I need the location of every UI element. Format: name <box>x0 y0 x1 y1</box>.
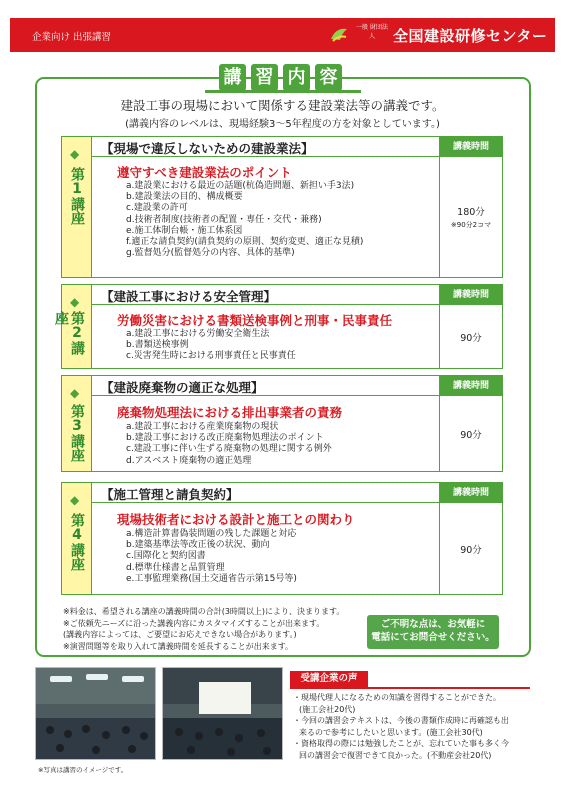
time-value: 90分 <box>460 429 482 441</box>
contact-line: 電話にてお問合せください。 <box>371 632 495 643</box>
course-4 <box>61 482 503 595</box>
title-underline <box>205 90 361 93</box>
voices-list <box>293 692 533 761</box>
list-item: ・資格取得の際には勉強したことが、忘れていた事も多く今 <box>293 739 509 748</box>
list-item: ・今回の講習会テキストは、今後の書類作成時に再確認も出 <box>293 716 509 725</box>
list-item: 来るので参考にしたいと思います。(施工会社30代) <box>299 727 483 737</box>
contact-line: ご不明な点は、お気軽に <box>380 619 486 630</box>
course-2 <box>53 284 503 369</box>
intro-text: 建設工事の現場において関係する建設業法等の講義です。 <box>120 98 445 113</box>
title-char: 習 <box>251 64 278 91</box>
list-item: e.施工体制台帳・施工体系図 <box>126 225 243 236</box>
course-heading-row <box>92 285 439 305</box>
course-heading-row <box>92 483 439 503</box>
course-heading: 【建設工事における安全管理】 <box>101 289 277 304</box>
course-number-tab <box>62 137 92 277</box>
title-char: 内 <box>283 64 310 91</box>
note-line: ※演習問題等を取り入れて講義時間を延長することが出来ます。 <box>63 641 294 651</box>
diamond-icon: ◆ <box>70 295 80 309</box>
course-subject: 廃棄物処理法における排出事業者の責務 <box>117 405 343 420</box>
time-value: 90分 <box>460 544 482 556</box>
course-time <box>439 157 502 277</box>
course-subject: 遵守すべき建設業法のポイント <box>117 165 292 180</box>
list-item: b.建設工事における改正廃棄物処理法のポイント <box>126 433 324 444</box>
voices-underline <box>290 687 530 689</box>
list-item: c.国際化と契約図書 <box>126 551 206 562</box>
course-number: 第1講座 <box>69 167 85 225</box>
list-item: a.構造計算書偽装問題の残した課題と対応 <box>126 529 297 539</box>
list-item: f.適正な請負契約(請負契約の原則、契約変更、適正な見積) <box>126 237 364 248</box>
list-item: a.建設工事における産業廃棄物の現状 <box>126 422 279 432</box>
course-heading-row <box>92 137 439 157</box>
org-name: 全国建設研修センター <box>393 27 548 45</box>
list-item: ・現場代理人になるための知識を習得することができた。 <box>293 693 501 702</box>
org-type: 一般 財団法人 <box>356 24 388 40</box>
course-number-tab <box>53 285 92 368</box>
course-heading-row <box>92 376 439 396</box>
header-bar <box>10 18 555 52</box>
intro-subtext: (講義内容のレベルは、現場経験3～5年程度の方を対象としています。) <box>125 119 440 130</box>
list-item: b.建設業法の目的、構成概要 <box>126 192 243 203</box>
course-items <box>126 181 363 259</box>
page-title <box>219 64 342 92</box>
course-time <box>439 396 502 471</box>
list-item: 回の講習会で復習できて良かった。(不動産会社20代) <box>299 750 492 760</box>
list-item: d.技術者制度(技術者の配置・専任・交代・兼務) <box>126 214 322 225</box>
photo-caption: ※写真は講習のイメージです。 <box>38 766 128 774</box>
course-heading: 【建設廃棄物の適正な処理】 <box>101 380 264 395</box>
list-item: b.書類送検事例 <box>126 340 189 351</box>
list-item: g.監督処分(監督処分の内容、具体的基準) <box>126 248 295 259</box>
contact-box <box>367 615 499 649</box>
time-header: 講義時間 <box>439 483 502 503</box>
course-items <box>126 529 297 585</box>
notes <box>63 606 344 652</box>
list-item: a.建設工事における労働安全衛生法 <box>126 329 270 339</box>
list-item: d.標準仕様書と品質管理 <box>126 562 225 573</box>
diamond-icon: ◆ <box>70 386 80 400</box>
jctc-logo-icon <box>328 23 350 45</box>
title-char: 容 <box>315 64 342 91</box>
course-subject: 労働災害における書類送検事例と刑事・民事責任 <box>117 313 393 328</box>
lecture-photo-2 <box>162 667 283 760</box>
list-item: e.工事監理業務(国土交通省告示第15号等) <box>126 573 297 584</box>
lecture-photo-1 <box>35 667 156 760</box>
note-line: (講義内容によっては、ご要望にお応えできない場合があります。) <box>63 630 297 639</box>
course-time <box>439 305 502 368</box>
note-line: ※ご依頼先ニーズに沿った講義内容にカスタマイズすることが出来ます。 <box>63 618 325 628</box>
course-number-tab <box>62 376 92 471</box>
header-left-label: 企業向け 出張講習 <box>32 32 112 43</box>
time-header: 講義時間 <box>439 285 502 305</box>
course-items <box>126 329 296 363</box>
voices-tag: 受講企業の声 <box>290 671 368 687</box>
course-heading: 【現場で違反しないための建設業法】 <box>101 141 314 156</box>
title-char: 講 <box>219 64 246 91</box>
list-item: b.建築基準法等改正後の状況、動向 <box>126 540 270 551</box>
diamond-icon: ◆ <box>70 147 80 161</box>
diamond-icon: ◆ <box>70 493 80 507</box>
time-header: 講義時間 <box>439 376 502 396</box>
list-item: c.災害発生時における刑事責任と民事責任 <box>126 351 296 362</box>
time-note: ※90分2コマ <box>450 221 492 229</box>
list-item: a.建設業における最近の話題(杭偽造問題、新担い手3法) <box>126 181 355 191</box>
course-subject: 現場技術者における設計と施工との関わり <box>117 512 355 527</box>
time-value: 90分 <box>460 332 482 344</box>
note-line: ※料金は、希望される講座の講義時間の合計(3時間以上)により、決まります。 <box>63 607 345 616</box>
course-number-tab <box>62 483 92 594</box>
list-item: d.アスベスト廃棄物の適正処理 <box>126 455 252 466</box>
course-1 <box>61 136 503 278</box>
course-number: 第2講座 <box>53 311 85 355</box>
course-3 <box>61 375 503 472</box>
course-time <box>439 503 502 594</box>
list-item: (施工会社20代) <box>299 704 356 714</box>
course-number: 第3講座 <box>69 404 85 462</box>
time-value: 180分 <box>457 207 485 218</box>
course-number: 第4講座 <box>69 513 85 571</box>
course-items <box>126 422 332 467</box>
time-header: 講義時間 <box>439 137 502 157</box>
course-heading: 【施工管理と請負契約】 <box>101 487 239 502</box>
list-item: c.建設業の許可 <box>126 203 188 214</box>
list-item: c.建設工事に伴い生ずる廃棄物の処理に関する例外 <box>126 444 332 455</box>
